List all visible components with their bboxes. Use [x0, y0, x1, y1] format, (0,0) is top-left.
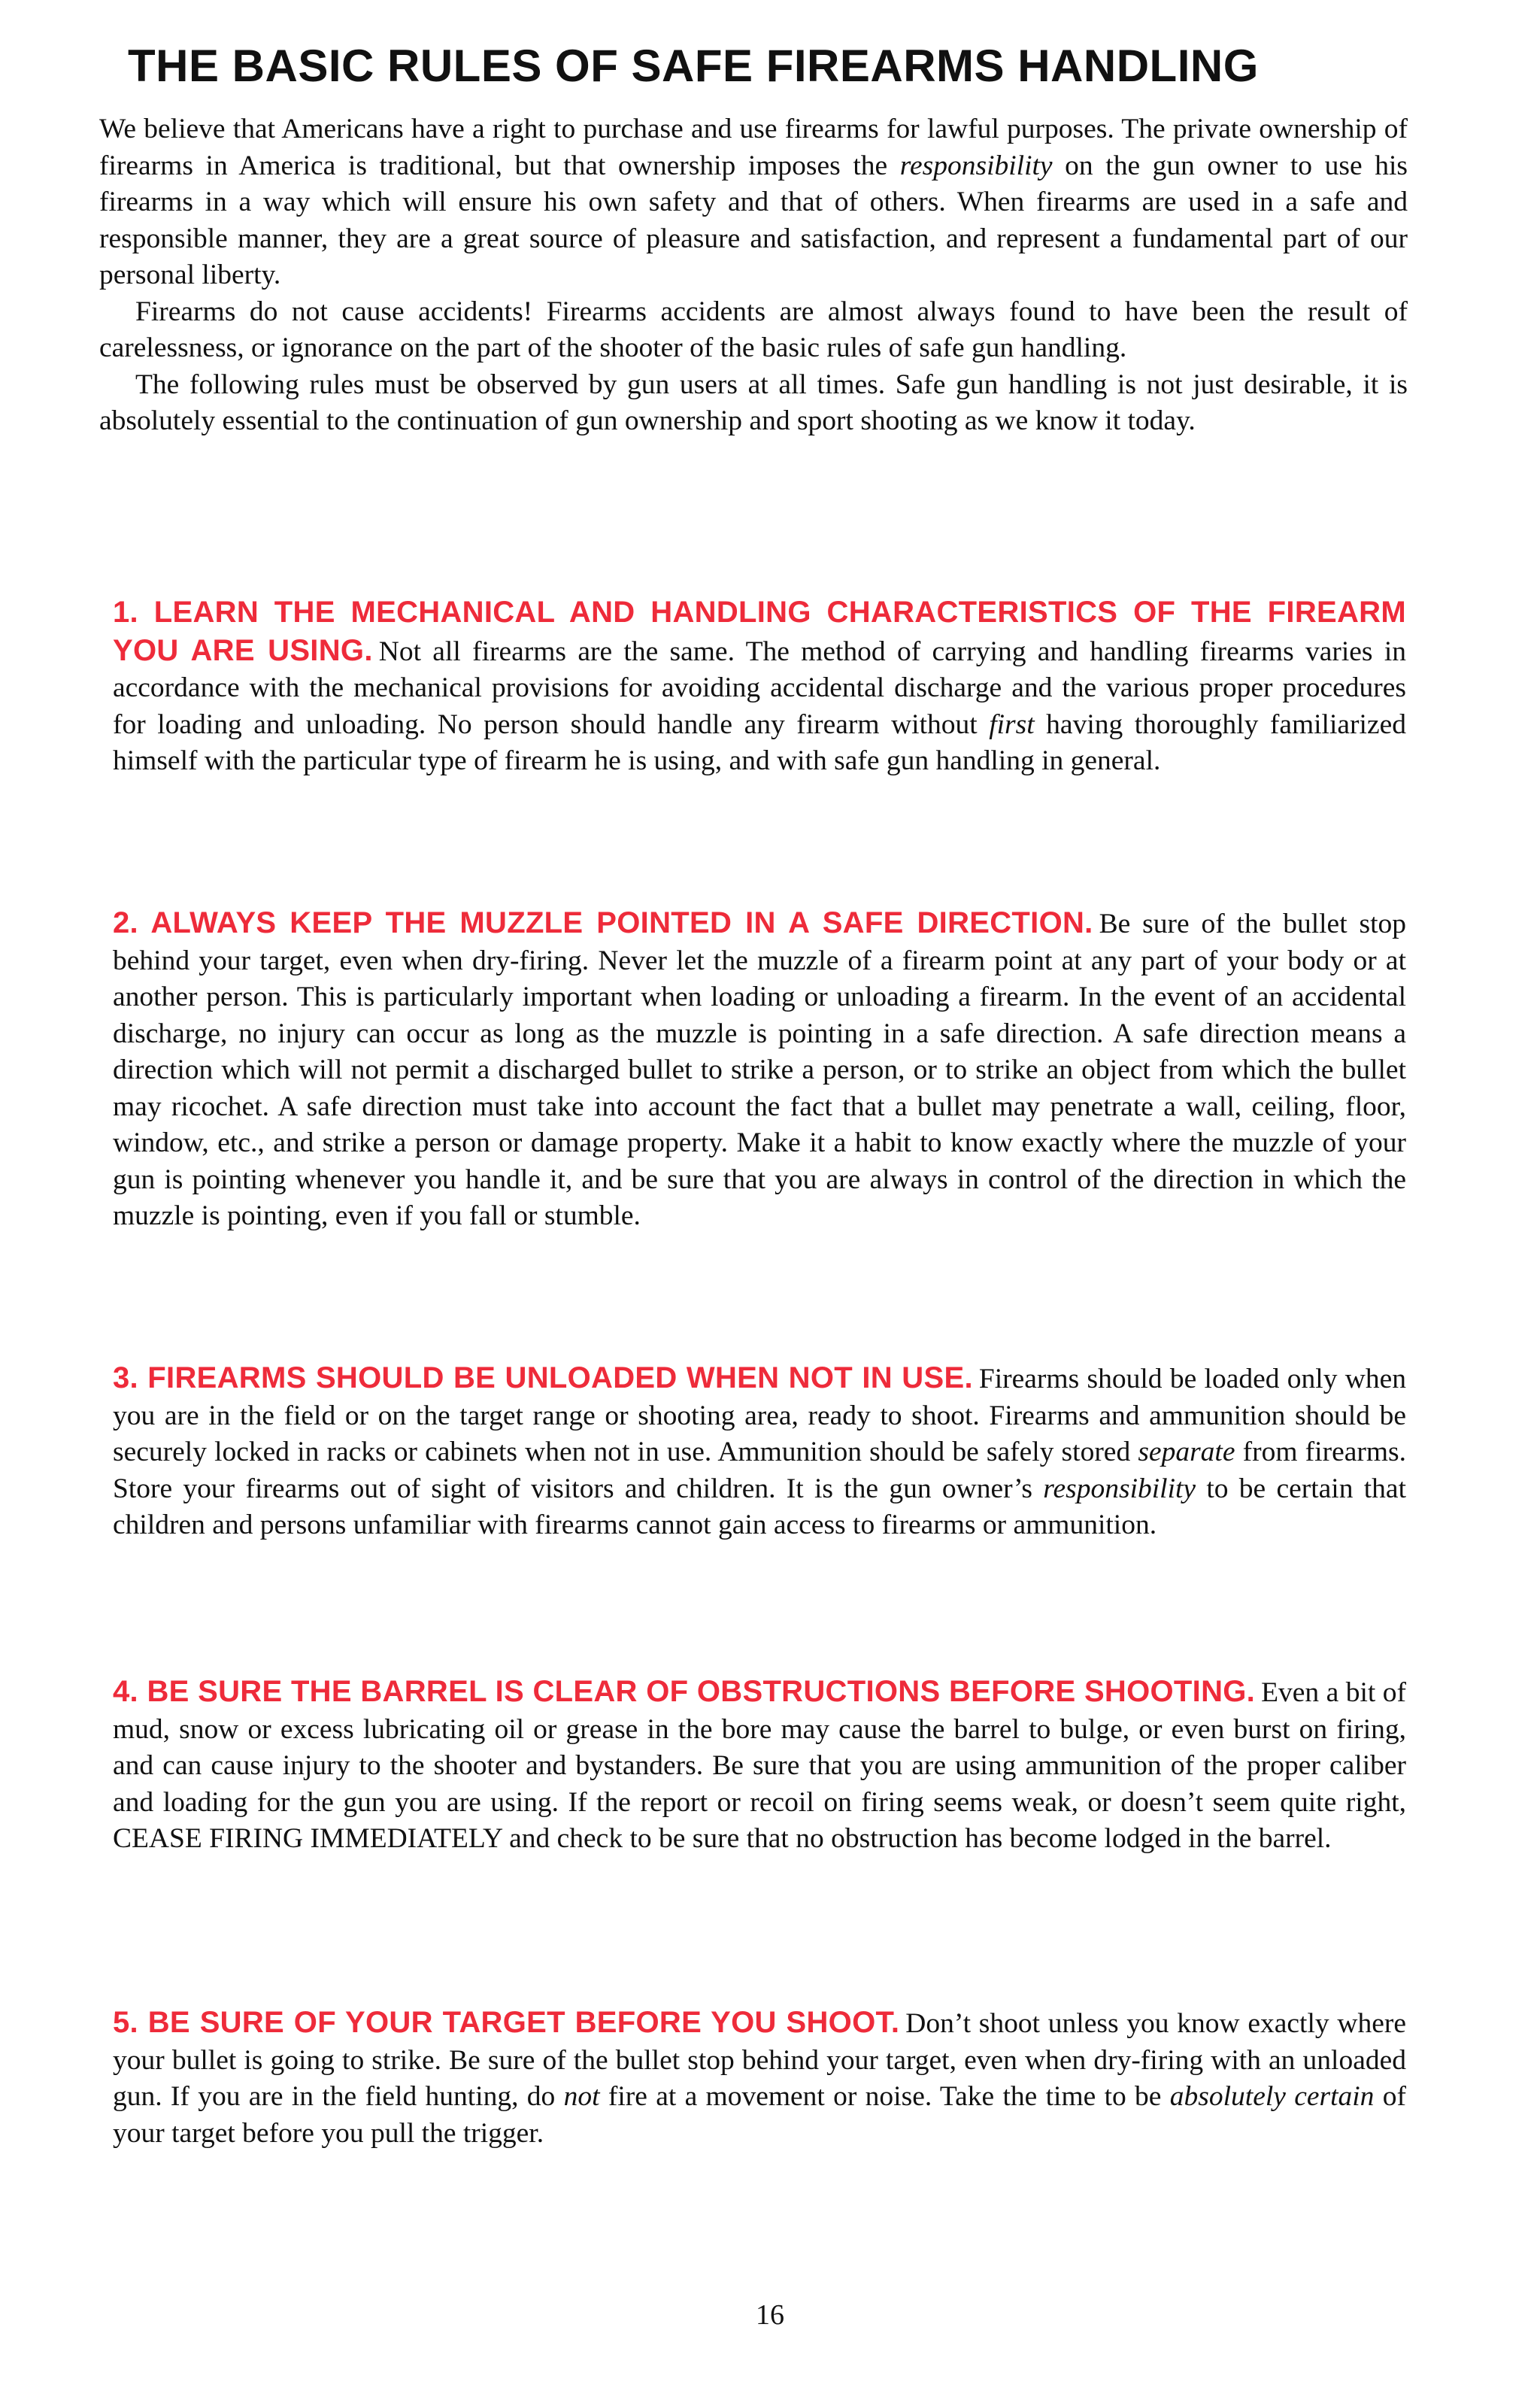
rule-2-text: Be sure of the bullet stop behind your target, even when dry-firing. Never let the muzzle of a firearm point at any part of your body or at another person. This is particularly important when loading or unloading a firearm. In the event of an accidental discharge, no injury can occur as long as the muzzle is pointing in a safe direction. A safe direction means a direction which will not permit a discharged bullet to strike a person, or to strike an object from which the bullet may ricochet. A safe direction must take into account the fact that a bullet may penetrate a wall, ceiling, floor, window, etc., and strike a person or damage property. Make it a habit to know exactly where the muzzle of your gun is pointing whenever you handle it, and be sure that you are always in control of the direction in which the muzzle is pointing, even if you fall or stumble. — [113, 909, 1406, 1231]
intro-paragraph-1 — [99, 111, 1408, 294]
rule-1-text-a: Not all firearms are the same. The method of carrying and handling firearms varies in accordance with the mechanical provisions for avoiding accidental discharge and the various proper procedures for loading and unloading. No person should handle any firearm without — [113, 636, 1406, 740]
rule-3-emphasis-2: responsibility — [1043, 1473, 1196, 1504]
rule-5-text-b: fire at a movement or noise. Take the time to be — [599, 2081, 1170, 2112]
rule-2 — [113, 905, 1406, 1235]
rule-5-text-a: Don’t shoot unless you know exactly where your bullet is going to strike. Be sure of the bullet stop behind your target, even when dry-firing with an unloaded gun. If you are in the field hunting, do — [113, 2008, 1406, 2112]
rule-1 — [113, 594, 1406, 780]
rule-4-heading: 4. BE SURE THE BARREL IS CLEAR OF OBSTRUCTIONS BEFORE SHOOTING. — [113, 1675, 1256, 1708]
rule-5 — [113, 2004, 1406, 2152]
intro-p1-text-b: on the gun owner to use his firearms in a way which will ensure his own safety and that of others. When firearms are used in a safe and responsible manner, they are a great source of pleasure and satisfaction, and represent a fundamental part of our personal liberty. — [99, 150, 1408, 290]
rule-3 — [113, 1360, 1406, 1544]
rule-4-text: Even a bit of mud, snow or excess lubricating oil or grease in the bore may cause the barrel to bulge, or even burst on firing, and can cause injury to the shooter and bystanders. Be sure that you are using ammunition of the proper caliber and loading for the gun you are using. If the report or recoil on firing seems weak, or doesn’t seem quite right, CEASE FIRING IMMEDIATELY and check to be sure that no obstruction has become lodged in the barrel. — [113, 1677, 1406, 1854]
rule-3-text-a: Firearms should be loaded only when you are in the field or on the target range or shooting area, ready to shoot. Firearms and ammunition should be securely locked in racks or cabinets when not in use. Ammunition should be safely stored — [113, 1364, 1406, 1467]
rule-1-text-b: having thoroughly familiarized himself with the particular type of firearm he is using, and with safe gun handling in general. — [113, 708, 1406, 776]
rule-1-heading: 1. LEARN THE MECHANICAL AND HANDLING CHARACTERISTICS OF THE FIREARM YOU ARE USING. — [113, 596, 1406, 667]
page-number: 16 — [756, 2299, 784, 2331]
intro-paragraph-3: The following rules must be observed by gun users at all times. Safe gun handling is not just desirable, it is absolutely essential to the continuation of gun ownership and sport shooting as we know it today. — [99, 369, 1408, 436]
intro-section — [99, 111, 1408, 440]
rule-2-heading: 2. ALWAYS KEEP THE MUZZLE POINTED IN A SAFE DIRECTION. — [113, 906, 1093, 939]
rule-5-emphasis-2: absolutely certain — [1169, 2081, 1375, 2112]
intro-p1-text-a: We believe that Americans have a right to purchase and use firearms for lawful purposes. The private ownership of firearms in America is traditional, but that ownership imposes the — [99, 114, 1408, 181]
rule-4 — [113, 1673, 1406, 1858]
rule-3-text-c: to be certain that children and persons unfamiliar with firearms cannot gain access to firearms or ammunition. — [113, 1473, 1406, 1540]
rule-5-text-c: of your target before you pull the trigger. — [113, 2081, 1406, 2149]
rule-5-heading: 5. BE SURE OF YOUR TARGET BEFORE YOU SHOOT. — [113, 2006, 900, 2039]
rule-5-emphasis-1: not — [563, 2081, 600, 2112]
page-title: THE BASIC RULES OF SAFE FIREARMS HANDLING — [128, 41, 1259, 91]
rule-3-emphasis-1: separate — [1138, 1437, 1235, 1467]
rule-3-text-b: from firearms. Store your firearms out of sight of visitors and children. It is the gun owner’s — [113, 1437, 1406, 1504]
rule-3-heading: 3. FIREARMS SHOULD BE UNLOADED WHEN NOT IN USE. — [113, 1361, 973, 1394]
intro-p1-emphasis: responsibility — [899, 150, 1053, 181]
intro-paragraph-2: Firearms do not cause accidents! Firearms accidents are almost always found to have been the result of carelessness, or ignorance on the part of the shooter of the basic rules of safe gun handling. — [99, 296, 1408, 363]
rule-1-emphasis: first — [989, 708, 1035, 740]
